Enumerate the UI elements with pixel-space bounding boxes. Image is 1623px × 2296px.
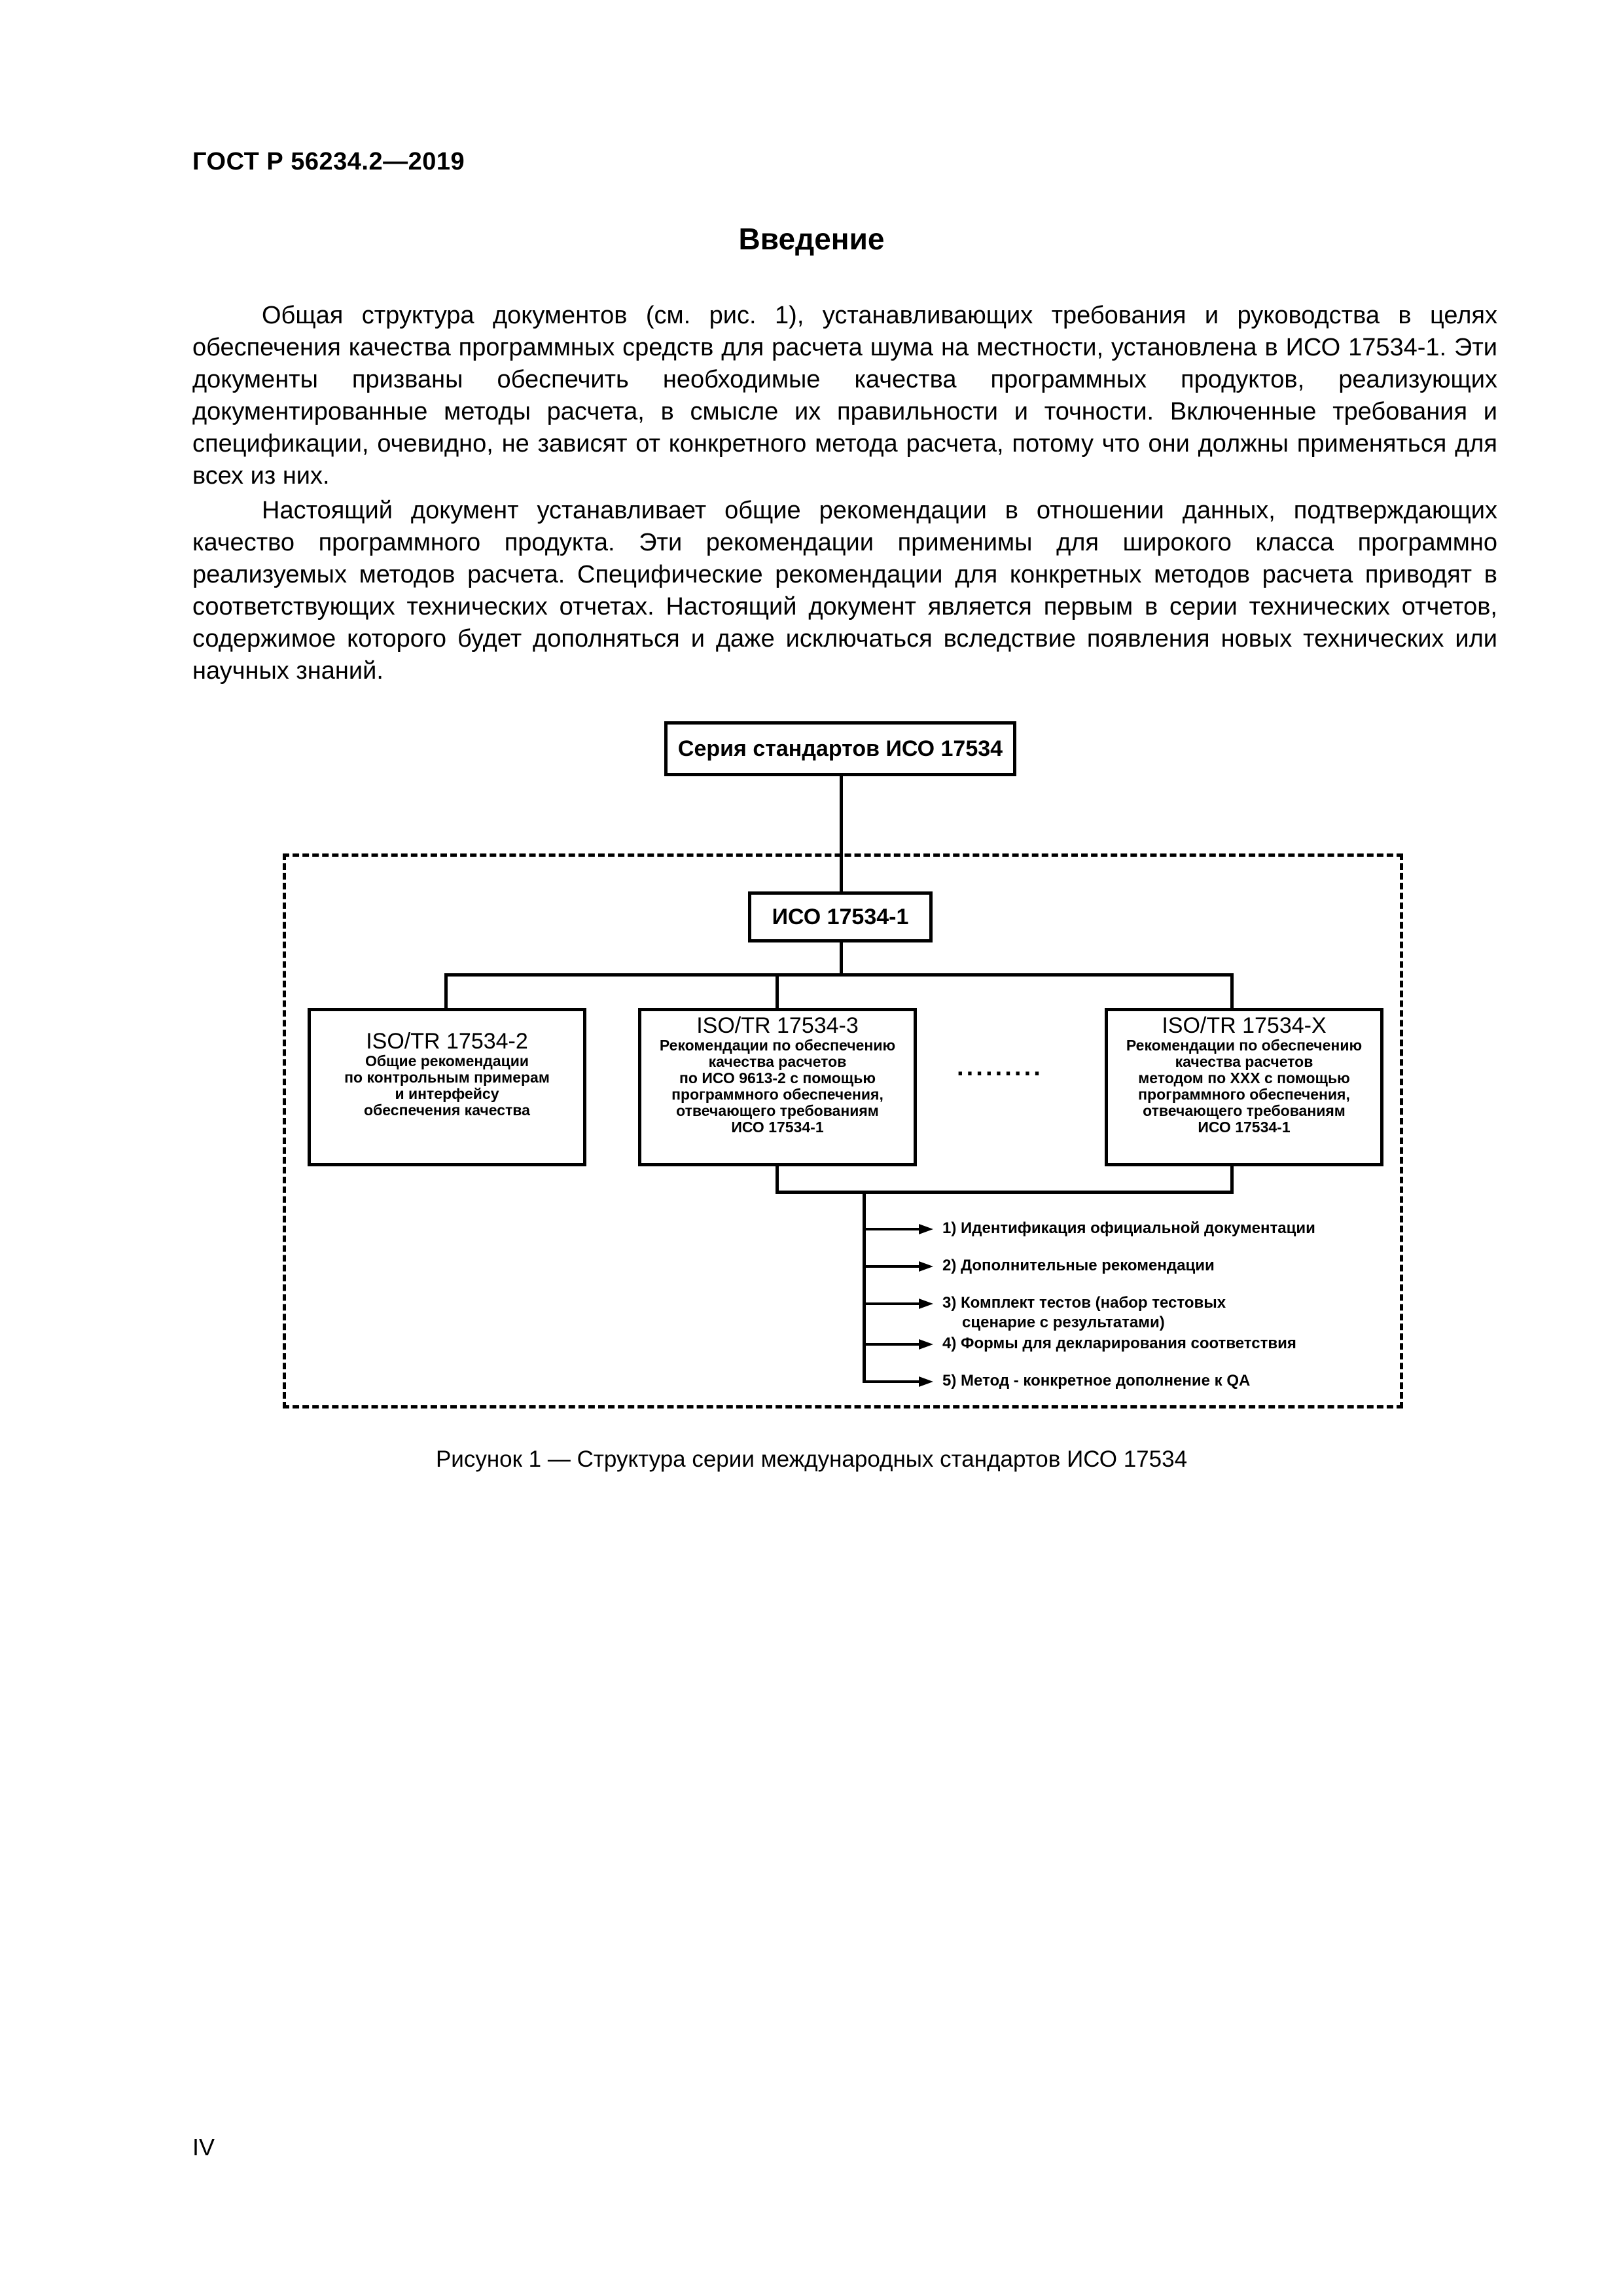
item-5-label: 5) Метод - конкретное дополнение к QA — [942, 1372, 1251, 1390]
tr-17534-x-desc-line: Рекомендации по обеспечению — [1126, 1037, 1363, 1054]
item-4-label: 4) Формы для декларирования соответствия — [942, 1335, 1296, 1352]
arrowhead-icon — [919, 1224, 933, 1234]
connector-drop-left — [444, 973, 448, 1010]
tr-17534-x-desc-line: отвечающего требованиям — [1143, 1102, 1346, 1119]
item-3-label: 3) Комплект тестов (набор тестовых — [942, 1294, 1226, 1312]
tr-17534-2-title: ISO/TR 17534-2 — [366, 1029, 528, 1054]
arrowhead-icon — [919, 1376, 933, 1387]
tr-17534-3-desc-line: по ИСО 9613-2 с помощью — [679, 1069, 876, 1086]
item-1-label: 1) Идентификация официальной документации — [942, 1219, 1315, 1237]
arrow-shaft — [863, 1265, 921, 1268]
iso-17534-1-label: ИСО 17534-1 — [772, 904, 909, 929]
tr-17534-3-desc-line: программного обеспечения, — [671, 1086, 883, 1103]
page-number: IV — [192, 2134, 215, 2161]
tr-17534-x-desc-line: программного обеспечения, — [1138, 1086, 1350, 1103]
tr-17534-2-desc-line: обеспечения качества — [364, 1102, 530, 1119]
iso-17534-1-box — [748, 891, 933, 942]
tr-17534-3-desc-line: качества расчетов — [708, 1053, 847, 1070]
connector-bottom-bracket-right — [1230, 1164, 1234, 1193]
figure-caption: Рисунок 1 — Структура серии международных стандартов ИСО 17534 — [435, 1446, 1188, 1472]
tr-17534-x-desc-line: ИСО 17534-1 — [1198, 1119, 1291, 1136]
arrowhead-icon — [919, 1339, 933, 1350]
page-title: Введение — [738, 222, 885, 256]
connector-items-trunk — [863, 1191, 866, 1383]
tr-17534-x-desc-line: качества расчетов — [1175, 1053, 1313, 1070]
document-header: ГОСТ Р 56234.2—2019 — [192, 148, 465, 175]
connector-mid-down — [840, 940, 843, 975]
arrow-shaft — [863, 1228, 921, 1230]
arrow-shaft — [863, 1343, 921, 1346]
arrowhead-icon — [919, 1261, 933, 1272]
tr-17534-2-box — [308, 1008, 586, 1166]
intro-paragraph-1: Общая структура документов (см. рис. 1), устанавливающих требования и руководства в целях обеспечения качества программных средств для расчета шума на местности, установлена в ИСО 17534-1. Эти документы призваны обеспечить необходимые качества программных продуктов, реализующих документированные методы расчета, в смысле их правильности и точности. Включенные требования и спецификации, очевидно, не зависят от конкретного метода расчета, потому что они должны применяться для всех из них. — [192, 302, 1497, 490]
tr-17534-3-desc-line: отвечающего требованиям — [676, 1102, 879, 1119]
item-2-label: 2) Дополнительные рекомендации — [942, 1257, 1215, 1274]
tr-17534-x-title: ISO/TR 17534-X — [1162, 1013, 1327, 1038]
connector-bottom-bracket-left — [776, 1164, 779, 1193]
tr-17534-3-box — [638, 1008, 917, 1166]
connector-top-to-mid — [840, 774, 843, 894]
item-3-label-cont: сценарие с результатами) — [962, 1314, 1165, 1331]
tr-17534-2-desc-line: и интерфейсу — [395, 1085, 499, 1102]
iso-series-box — [664, 721, 1016, 776]
tr-17534-x-desc-line: методом по XXX с помощью — [1138, 1069, 1350, 1086]
tr-17534-3-title: ISO/TR 17534-3 — [696, 1013, 859, 1038]
tr-17534-2-desc-line: Общие рекомендации — [365, 1052, 529, 1069]
arrowhead-icon — [919, 1299, 933, 1309]
connector-bottom-bracket — [776, 1191, 1234, 1194]
tr-17534-x-box — [1105, 1008, 1383, 1166]
tr-17534-2-desc-line: по контрольным примерам — [344, 1069, 550, 1086]
tr-17534-3-desc-line: Рекомендации по обеспечению — [659, 1037, 896, 1054]
ellipsis-dots: ········· — [957, 1060, 1043, 1088]
intro-paragraph-2: Настоящий документ устанавливает общие рекомендации в отношении данных, подтверждающих качество программного продукта. Эти рекомендации применимы для широкого класса программно реализуемых методов расчета. Специфические рекомендации для конкретных методов расчета приводят в соответствующих технических отчетах. Настоящий документ является первым в серии технических отчетов, содержимое которого будет дополняться и даже исключаться вследствие появления новых технических или научных знаний. — [192, 497, 1497, 685]
arrow-shaft — [863, 1380, 921, 1383]
connector-drop-center — [776, 973, 779, 1010]
connector-drop-right — [1230, 973, 1234, 1010]
arrow-shaft — [863, 1302, 921, 1305]
connector-horizontal-bus — [444, 973, 1234, 977]
tr-17534-3-desc-line: ИСО 17534-1 — [731, 1119, 824, 1136]
iso-series-label: Серия стандартов ИСО 17534 — [677, 736, 1003, 761]
